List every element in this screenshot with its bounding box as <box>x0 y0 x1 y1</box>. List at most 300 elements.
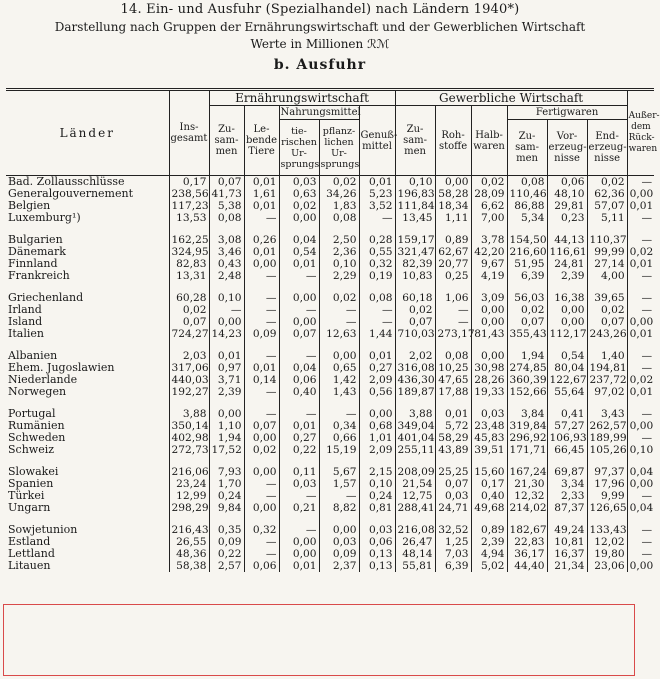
value-cell: 19,80 <box>587 548 627 560</box>
value-cell: 0,07 <box>507 316 547 328</box>
value-cell: 710,03 <box>395 328 435 340</box>
value-cell: 0,04 <box>279 362 319 374</box>
table-row <box>6 444 654 456</box>
spacer-cell <box>435 340 471 350</box>
table-title: 14. Ein- und Ausfuhr (Spezialhandel) nach Ländern 1940*) <box>120 2 520 17</box>
value-cell: 0,11 <box>279 466 319 478</box>
group-header-nahrungsmittel: Nahrungsmittel <box>280 107 361 118</box>
value-cell: 1,70 <box>209 478 244 490</box>
value-cell: 19,33 <box>471 386 507 398</box>
value-cell: 9,67 <box>471 258 507 270</box>
group-spacer <box>6 224 654 234</box>
value-cell: 0,89 <box>435 234 471 246</box>
country-name: Slowakei <box>8 465 59 478</box>
value-cell: 0,02 <box>471 176 507 189</box>
value-cell: 41,73 <box>209 188 244 200</box>
value-cell: 27,14 <box>587 258 627 270</box>
value-cell: 0,41 <box>547 408 587 420</box>
country-name: Ehem. Jugoslawien <box>8 361 115 374</box>
value-cell: 15,60 <box>471 466 507 478</box>
value-cell: 6,62 <box>471 200 507 212</box>
table-row <box>6 188 654 200</box>
spacer-cell <box>395 514 435 524</box>
value-cell: — <box>359 304 395 316</box>
spacer-cell <box>209 340 244 350</box>
value-cell: 0,08 <box>507 176 547 189</box>
group-header-gewerblich: Gewerbliche Wirtschaft <box>395 90 627 106</box>
value-cell: 262,57 <box>587 420 627 432</box>
value-cell: 26,47 <box>395 536 435 548</box>
value-cell: 0,02 <box>319 292 359 304</box>
group-header-fertigwaren: Fertigwaren <box>507 106 627 120</box>
value-cell: — <box>244 350 279 362</box>
value-cell: 5,11 <box>587 212 627 224</box>
spacer-cell <box>507 456 547 466</box>
value-cell: — <box>244 548 279 560</box>
group-spacer <box>6 398 654 408</box>
value-cell: 22,83 <box>507 536 547 548</box>
value-cell: 0,68 <box>359 420 395 432</box>
table-row <box>6 258 654 270</box>
value-cell: 0,08 <box>319 212 359 224</box>
value-cell: 214,02 <box>507 502 547 514</box>
value-cell: 0,08 <box>209 212 244 224</box>
value-cell: — <box>627 490 654 502</box>
value-cell: 0,06 <box>244 560 279 572</box>
spacer-cell <box>587 514 627 524</box>
value-cell: 1,57 <box>319 478 359 490</box>
country-name: Finnland <box>8 257 58 270</box>
value-cell: 7,00 <box>471 212 507 224</box>
value-cell: 112,17 <box>547 328 587 340</box>
value-cell: 0,09 <box>244 328 279 340</box>
value-cell: — <box>279 408 319 420</box>
value-cell: 58,38 <box>169 560 209 572</box>
value-cell: 0,00 <box>244 466 279 478</box>
value-cell: 62,36 <box>587 188 627 200</box>
country-name: Norwegen <box>8 385 67 398</box>
value-cell: 28,26 <box>471 374 507 386</box>
spacer-cell <box>244 456 279 466</box>
spacer-cell <box>507 340 547 350</box>
table-row <box>6 270 654 282</box>
value-cell: 355,43 <box>507 328 547 340</box>
spacer-cell <box>169 224 209 234</box>
country-name: Sowjetunion <box>8 523 78 536</box>
spacer-cell <box>395 398 435 408</box>
value-cell: 0,01 <box>627 200 654 212</box>
value-cell: 216,43 <box>169 524 209 536</box>
table-row <box>6 466 654 478</box>
value-cell: 273,17 <box>435 328 471 340</box>
value-cell: 0,00 <box>209 408 244 420</box>
value-cell: 43,89 <box>435 444 471 456</box>
spacer-cell <box>547 340 587 350</box>
spacer-cell <box>627 224 654 234</box>
value-cell: — <box>627 432 654 444</box>
value-cell: 0,02 <box>244 444 279 456</box>
spacer-cell <box>627 514 654 524</box>
spacer-cell <box>279 398 319 408</box>
value-cell: 44,13 <box>547 234 587 246</box>
value-cell: — <box>319 490 359 502</box>
value-cell: 7,93 <box>209 466 244 478</box>
value-cell: 81,43 <box>471 328 507 340</box>
value-cell: 23,24 <box>169 478 209 490</box>
value-cell: 0,34 <box>319 420 359 432</box>
spacer-cell <box>435 282 471 292</box>
value-cell: 16,38 <box>547 292 587 304</box>
value-cell: 16,37 <box>547 548 587 560</box>
value-cell: 0,40 <box>471 490 507 502</box>
highlight-box <box>3 604 635 676</box>
value-cell: 0,07 <box>169 316 209 328</box>
value-cell: 60,18 <box>395 292 435 304</box>
value-cell: 2,09 <box>359 444 395 456</box>
value-cell: 23,48 <box>471 420 507 432</box>
value-cell: 0,13 <box>359 548 395 560</box>
value-cell: 162,25 <box>169 234 209 246</box>
table-body <box>6 176 654 573</box>
value-cell: 0,00 <box>471 350 507 362</box>
spacer-cell <box>319 224 359 234</box>
value-cell: 360,39 <box>507 374 547 386</box>
value-cell: — <box>244 270 279 282</box>
table-row <box>6 524 654 536</box>
value-cell: 1,61 <box>244 188 279 200</box>
value-cell: 298,29 <box>169 502 209 514</box>
value-cell: — <box>627 548 654 560</box>
value-cell: 99,99 <box>587 246 627 258</box>
value-cell: 1,94 <box>209 432 244 444</box>
value-cell: 0,01 <box>209 350 244 362</box>
value-cell: 3,09 <box>471 292 507 304</box>
table-row <box>6 408 654 420</box>
value-cell: 0,02 <box>319 176 359 189</box>
value-cell: — <box>627 408 654 420</box>
value-cell: 82,39 <box>395 258 435 270</box>
value-cell: 3,52 <box>359 200 395 212</box>
value-cell: 1,44 <box>359 328 395 340</box>
value-cell: 2,48 <box>209 270 244 282</box>
value-cell: 0,03 <box>359 524 395 536</box>
value-cell: 0,00 <box>279 292 319 304</box>
spacer-cell <box>627 282 654 292</box>
value-cell: 0,32 <box>244 524 279 536</box>
table-row <box>6 536 654 548</box>
value-cell: 0,04 <box>627 502 654 514</box>
value-cell: 0,02 <box>587 304 627 316</box>
value-cell: 0,40 <box>279 386 319 398</box>
page-header <box>0 2 640 73</box>
spacer-cell <box>244 340 279 350</box>
value-cell: 60,28 <box>169 292 209 304</box>
value-cell: 0,01 <box>359 350 395 362</box>
value-cell: — <box>279 350 319 362</box>
value-cell: 1,42 <box>319 374 359 386</box>
value-cell: 2,50 <box>319 234 359 246</box>
table-row <box>6 374 654 386</box>
country-name: Albanien <box>8 349 58 362</box>
spacer-cell <box>395 456 435 466</box>
spacer-cell <box>627 340 654 350</box>
value-cell: 316,08 <box>395 362 435 374</box>
value-cell: 1,94 <box>507 350 547 362</box>
col-header-vorerzeugnisse: Vor- erzeug- nisse <box>547 120 587 176</box>
value-cell: 1,83 <box>319 200 359 212</box>
value-cell: 2,37 <box>319 560 359 572</box>
value-cell: 321,47 <box>395 246 435 258</box>
spacer-cell <box>169 456 209 466</box>
value-cell: 2,39 <box>547 270 587 282</box>
units-note: Werte in Millionen ℛℳ <box>250 37 390 51</box>
value-cell: 0,01 <box>279 560 319 572</box>
value-cell: 0,01 <box>244 200 279 212</box>
value-cell: 12,99 <box>169 490 209 502</box>
country-name: Italien <box>8 327 44 340</box>
value-cell: 0,10 <box>209 292 244 304</box>
table-row <box>6 502 654 514</box>
spacer-cell <box>209 514 244 524</box>
value-cell: 23,06 <box>587 560 627 572</box>
value-cell: 189,87 <box>395 386 435 398</box>
value-cell: 2,39 <box>209 386 244 398</box>
value-cell: 0,00 <box>627 420 654 432</box>
value-cell: 13,31 <box>169 270 209 282</box>
value-cell: 0,00 <box>627 478 654 490</box>
value-cell: — <box>627 362 654 374</box>
value-cell: 0,02 <box>587 176 627 189</box>
value-cell: 0,07 <box>209 176 244 189</box>
value-cell: 3,71 <box>209 374 244 386</box>
spacer-cell <box>547 514 587 524</box>
value-cell: 3,84 <box>507 408 547 420</box>
value-cell: — <box>244 478 279 490</box>
value-cell: 0,01 <box>244 246 279 258</box>
value-cell: — <box>627 212 654 224</box>
value-cell: — <box>319 408 359 420</box>
spacer-cell <box>359 224 395 234</box>
value-cell: — <box>627 176 654 189</box>
table-row <box>6 432 654 444</box>
value-cell: 274,85 <box>507 362 547 374</box>
value-cell: — <box>279 304 319 316</box>
value-cell: 21,34 <box>547 560 587 572</box>
value-cell: — <box>627 304 654 316</box>
value-cell: 0,03 <box>435 490 471 502</box>
spacer-cell <box>395 282 435 292</box>
spacer-cell <box>169 340 209 350</box>
value-cell: 39,51 <box>471 444 507 456</box>
value-cell: 0,01 <box>244 362 279 374</box>
spacer-cell <box>435 514 471 524</box>
spacer-cell <box>547 282 587 292</box>
value-cell: 2,03 <box>169 350 209 362</box>
value-cell: 1,01 <box>359 432 395 444</box>
value-cell: 0,63 <box>279 188 319 200</box>
col-header-enderzeugnisse: End- erzeug- nisse <box>587 120 627 176</box>
value-cell: 24,81 <box>547 258 587 270</box>
value-cell: 17,96 <box>587 478 627 490</box>
spacer-cell <box>359 398 395 408</box>
value-cell: 106,93 <box>547 432 587 444</box>
spacer-cell <box>279 456 319 466</box>
value-cell: 55,81 <box>395 560 435 572</box>
value-cell: 4,94 <box>471 548 507 560</box>
value-cell: 5,67 <box>319 466 359 478</box>
value-cell: 15,19 <box>319 444 359 456</box>
value-cell: — <box>244 536 279 548</box>
value-cell: 436,30 <box>395 374 435 386</box>
spacer-cell <box>169 514 209 524</box>
country-name: Island <box>8 315 43 328</box>
country-name: Belgien <box>8 199 51 212</box>
value-cell: — <box>627 350 654 362</box>
value-cell: 0,56 <box>359 386 395 398</box>
value-cell: 0,66 <box>319 432 359 444</box>
value-cell: 49,68 <box>471 502 507 514</box>
spacer-cell <box>279 514 319 524</box>
value-cell: 86,88 <box>507 200 547 212</box>
value-cell: 4,00 <box>587 270 627 282</box>
country-name: Türkei <box>8 489 45 502</box>
value-cell: 14,23 <box>209 328 244 340</box>
value-cell: — <box>244 408 279 420</box>
country-name: Frankreich <box>8 269 70 282</box>
value-cell: 0,02 <box>395 304 435 316</box>
value-cell: 0,06 <box>547 176 587 189</box>
col-header-e-zusammen: Zu- sam- men <box>209 106 244 176</box>
country-name: Generalgouvernement <box>8 187 133 200</box>
value-cell: 12,32 <box>507 490 547 502</box>
value-cell: 349,04 <box>395 420 435 432</box>
table-row <box>6 386 654 398</box>
value-cell: 3,88 <box>395 408 435 420</box>
col-header-pflanzlich: pflanz- lichen Ur- sprungs <box>319 120 359 176</box>
value-cell: — <box>209 304 244 316</box>
value-cell: 9,99 <box>587 490 627 502</box>
country-name: Irland <box>8 303 42 316</box>
value-cell: 0,28 <box>359 234 395 246</box>
spacer-cell <box>209 224 244 234</box>
spacer-cell <box>627 398 654 408</box>
value-cell: 55,64 <box>547 386 587 398</box>
spacer-cell <box>209 398 244 408</box>
value-cell: 0,19 <box>359 270 395 282</box>
value-cell: 0,08 <box>359 292 395 304</box>
value-cell: 0,00 <box>547 304 587 316</box>
value-cell: 0,00 <box>359 408 395 420</box>
value-cell: 13,45 <box>395 212 435 224</box>
value-cell: 66,45 <box>547 444 587 456</box>
spacer-cell <box>471 456 507 466</box>
country-name: Rumänien <box>8 419 65 432</box>
value-cell: 0,01 <box>279 420 319 432</box>
value-cell: 0,17 <box>471 478 507 490</box>
value-cell: — <box>435 316 471 328</box>
value-cell: 0,21 <box>279 502 319 514</box>
value-cell: 2,39 <box>471 536 507 548</box>
table-row <box>6 304 654 316</box>
value-cell: 0,14 <box>244 374 279 386</box>
value-cell: 12,63 <box>319 328 359 340</box>
value-cell: 111,84 <box>395 200 435 212</box>
spacer-cell <box>435 456 471 466</box>
value-cell: 0,06 <box>279 374 319 386</box>
country-name: Estland <box>8 535 51 548</box>
value-cell: 122,67 <box>547 374 587 386</box>
spacer-cell <box>169 398 209 408</box>
spacer-cell <box>547 224 587 234</box>
value-cell: 0,25 <box>435 270 471 282</box>
value-cell: 4,19 <box>471 270 507 282</box>
value-cell: 317,06 <box>169 362 209 374</box>
value-cell: 0,22 <box>279 444 319 456</box>
value-cell: — <box>244 316 279 328</box>
value-cell: 9,84 <box>209 502 244 514</box>
col-header-tierisch: tie- rischen Ur- sprungs <box>279 120 319 176</box>
value-cell: 0,00 <box>319 350 359 362</box>
spacer-cell <box>359 340 395 350</box>
col-header-rohstoffe: Roh- stoffe <box>435 106 471 176</box>
value-cell: 0,02 <box>169 304 209 316</box>
value-cell: — <box>244 386 279 398</box>
value-cell: 25,25 <box>435 466 471 478</box>
value-cell: 0,27 <box>279 432 319 444</box>
value-cell: 2,57 <box>209 560 244 572</box>
spacer-cell <box>319 456 359 466</box>
spacer-cell <box>244 398 279 408</box>
value-cell: — <box>244 292 279 304</box>
spacer-cell <box>587 282 627 292</box>
spacer-cell <box>587 456 627 466</box>
value-cell: 87,37 <box>547 502 587 514</box>
value-cell: 216,06 <box>169 466 209 478</box>
value-cell: 62,67 <box>435 246 471 258</box>
spacer-cell <box>244 514 279 524</box>
value-cell: 12,02 <box>587 536 627 548</box>
value-cell: 18,34 <box>435 200 471 212</box>
value-cell: — <box>244 212 279 224</box>
col-header-g-zusammen: Zu- sam- men <box>395 106 435 176</box>
col-header-f-zusammen: Zu- sam- men <box>507 120 547 176</box>
value-cell: 24,71 <box>435 502 471 514</box>
spacer-cell <box>587 224 627 234</box>
value-cell: 0,00 <box>244 502 279 514</box>
value-cell: 48,14 <box>395 548 435 560</box>
value-cell: 2,15 <box>359 466 395 478</box>
value-cell: 80,04 <box>547 362 587 374</box>
value-cell: 0,01 <box>627 328 654 340</box>
value-cell: 10,25 <box>435 362 471 374</box>
value-cell: 0,00 <box>244 432 279 444</box>
value-cell: 0,09 <box>319 548 359 560</box>
value-cell: — <box>279 490 319 502</box>
value-cell: 0,09 <box>209 536 244 548</box>
value-cell: 3,46 <box>209 246 244 258</box>
value-cell: 154,50 <box>507 234 547 246</box>
table-subtitle: Darstellung nach Gruppen der Ernährungswirtschaft und der Gewerblichen Wirtschaft <box>54 20 586 34</box>
export-table <box>6 88 660 572</box>
table-row <box>6 212 654 224</box>
table-row <box>6 234 654 246</box>
value-cell: 110,46 <box>507 188 547 200</box>
value-cell: 21,30 <box>507 478 547 490</box>
value-cell: 0,01 <box>359 176 395 189</box>
value-cell: 58,28 <box>435 188 471 200</box>
country-name: Schweiz <box>8 443 55 456</box>
spacer-cell <box>471 224 507 234</box>
